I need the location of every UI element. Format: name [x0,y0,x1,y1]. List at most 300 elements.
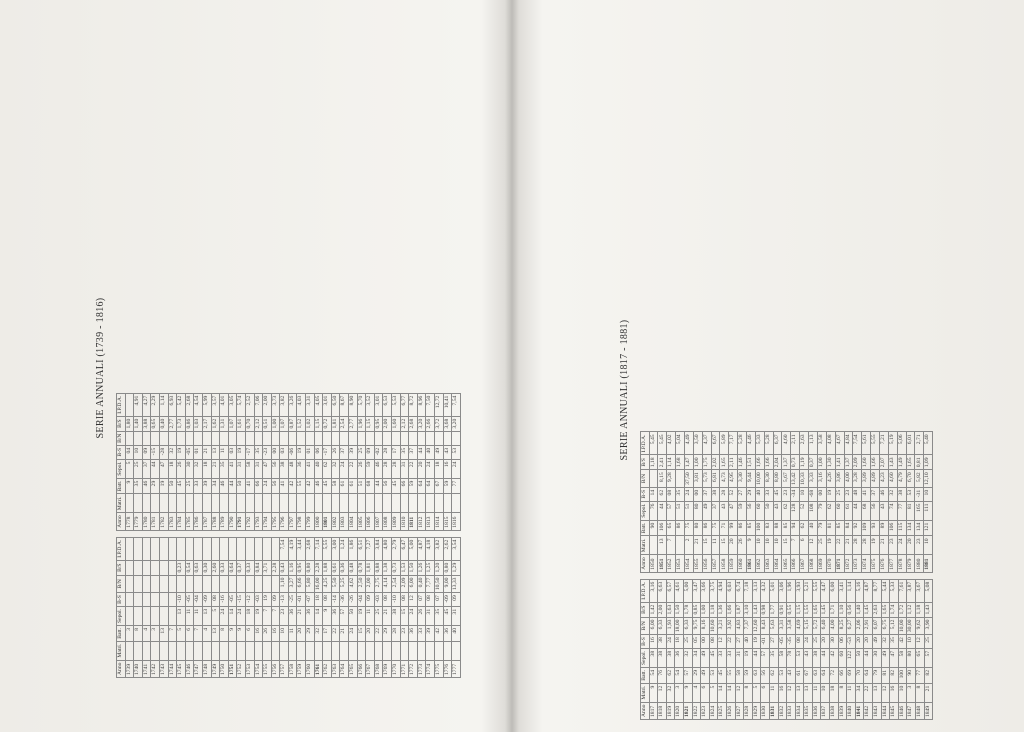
table-cell: 1739 [125,660,134,677]
table-cell: 22 [726,635,735,649]
table-cell: 32 [314,626,323,642]
table-cell: 15 [782,536,791,555]
table-cell: 33 [726,648,735,667]
table-cell: 1,45 [864,602,873,617]
table-cell: 1880 [915,555,924,572]
table-cell: 0,56 [847,602,856,617]
table-cell: 22 [835,536,844,555]
table-row [844,432,853,572]
table-cell: 4,67 [835,432,844,455]
table-row [271,537,280,677]
table-cell: 1,68 [676,455,685,470]
table-cell: 35 [676,487,685,501]
table-cell: 1744 [168,660,177,677]
table-cell [340,494,349,513]
table-cell [649,470,658,488]
column-header: Matri. [641,683,650,702]
table-cell: 79 [873,668,882,684]
table-cell: 8,30 [764,470,773,488]
table-cell: 08 [211,593,220,607]
table-cell: 23 [400,626,409,642]
table-row [853,432,862,572]
table-cell: 61 [340,478,349,494]
table-cell [134,641,143,660]
table-cell: 15 [357,626,366,642]
table-cell: -15 [151,445,160,459]
table-cell: 49 [873,635,882,649]
table-cell: 40 [452,626,461,642]
table-cell [374,641,383,660]
table-cell: 3,27 [288,575,297,593]
table-cell: 4,91 [134,393,143,416]
table-row [838,579,847,719]
table-cell: 2,62 [443,537,452,560]
table-cell: 4,02 [667,432,676,455]
left-tables [116,58,461,678]
table-cell [426,431,435,445]
table-cell: 36 [288,606,297,625]
table-row [323,537,332,677]
table-cell: 8,90 [349,393,358,416]
table-cell: 1844 [881,702,890,719]
table-cell: 21 [211,459,220,478]
table-cell [228,575,237,593]
table-cell: -04 [194,593,203,607]
table-cell: 09 [366,445,375,459]
table-cell: 4,79 [897,470,906,488]
table-cell: 1824 [709,702,718,719]
table-cell: 81 [881,668,890,684]
table-cell: 13,42 [791,470,800,488]
table-cell: 8,15 [658,470,667,488]
table-cell: 20 [297,626,306,642]
table-cell: 5,72 [812,617,821,635]
table-cell: 2,00 [383,416,392,431]
table-cell: 15 [400,606,409,625]
table-cell: 42 [434,626,443,642]
table-cell: 01 [306,445,315,459]
table-cell: 2,68 [185,393,194,416]
table-cell: 3,31 [306,393,315,416]
table-cell: 6,66 [297,575,306,593]
table-cell: 50 [349,606,358,625]
table-cell: 82 [924,668,933,684]
table-cell: 1760 [306,660,315,677]
table-cell: 1,96 [787,579,796,602]
table-row [400,393,409,530]
table-cell: 2,71 [915,432,924,455]
table-cell: 20 [729,536,738,555]
table-cell: 56 [761,668,770,684]
table-cell: 1,43 [752,602,761,617]
table-row [873,579,882,719]
table-cell: 1769 [383,660,392,677]
table-cell: 20 [906,536,915,555]
table-cell: -05 [778,635,787,649]
table-cell: 1,36 [718,602,727,617]
table-cell: 0,86 [185,416,194,431]
table-row [349,393,358,530]
table-cell: 1773 [417,660,426,677]
table-cell: 3,90 [924,617,933,635]
table-cell: 08 [323,593,332,607]
table-cell: 12,10 [924,470,933,488]
column-header: B/N [117,575,126,593]
column-header: B/S [641,455,650,470]
table-cell: 1757 [280,660,289,677]
table-cell: 32 [888,487,897,501]
table-cell: 1853 [676,555,685,572]
table-cell [194,537,203,560]
table-cell: 11 [288,626,297,642]
table-cell [357,641,366,660]
table-cell: 1874 [862,555,871,572]
table-row [821,579,830,719]
table-cell: -16 [220,593,229,607]
table-cell: 5,28 [764,432,773,455]
table-cell: 29 [306,626,315,642]
table-row [907,579,916,719]
column-header: Anno [641,702,650,719]
table-cell: 1823 [701,702,710,719]
table-cell: 40 [744,635,753,649]
table-cell: 1804 [349,513,358,530]
table-cell [392,431,401,445]
table-cell: -68 [809,487,818,501]
table-cell: 9,28 [667,470,676,488]
table-cell: 4,89 [871,470,880,488]
table-row [366,537,375,677]
table-row [667,432,676,572]
table-cell: 1,37 [844,455,853,470]
table-cell [271,431,280,445]
table-cell: 1,61 [237,416,246,431]
table-cell: 1862 [755,555,764,572]
data-table [116,537,461,678]
table-cell: 1,29 [452,560,461,575]
table-cell: 100 [898,668,907,684]
table-cell: 3,81 [693,470,702,488]
table-cell: 14 [726,683,735,702]
table-cell: 1814 [434,513,443,530]
table-cell: 1768 [374,660,383,677]
table-row [809,432,818,572]
table-row [220,393,229,530]
table-cell: 19 [826,536,835,555]
table-cell: 80 [907,648,916,667]
table-cell [151,575,160,593]
table-row [782,432,791,572]
table-cell: 00 [817,487,826,501]
table-cell: 1797 [288,513,297,530]
table-cell: 2,77 [349,416,358,431]
table-row [864,579,873,719]
table-cell: 1868 [809,555,818,572]
table-cell: 1,66 [764,455,773,470]
table-cell: 3,20 [417,416,426,431]
table-cell: 3,30 [738,470,747,488]
table-cell: 21 [844,536,853,555]
table-cell: 54 [675,668,684,684]
table-cell: 1,14 [847,579,856,602]
table-cell: 57 [761,648,770,667]
table-cell [168,431,177,445]
table-cell: 1,00 [693,455,702,470]
table-cell: 94 [791,520,800,536]
table-row [220,537,229,677]
table-cell [142,641,151,660]
table-cell: 4,83 [735,617,744,635]
table-row [676,432,685,572]
table-cell [220,641,229,660]
table-cell: 10 [898,683,907,702]
table-cell: 1861 [747,555,756,572]
table-cell: 8,77 [873,579,882,602]
table-cell: 1858 [720,555,729,572]
table-cell: 100 [755,520,764,536]
table-cell: 4,49 [685,432,694,455]
table-cell: 7,77 [426,575,435,593]
table-cell [134,560,143,575]
table-cell: 59 [744,668,753,684]
table-cell: 29 [692,668,701,684]
table-cell: 3,50 [693,432,702,455]
table-cell: 12 [916,635,925,649]
table-cell: 37 [702,487,711,501]
right-page-content [616,60,933,720]
column-header: Batt. [117,478,126,494]
table-row [812,579,821,719]
table-cell [237,537,246,560]
table-cell: 2,68 [306,537,315,560]
table-cell: 66 [254,478,263,494]
table-cell: 45 [443,606,452,625]
table-cell: 7,54 [853,432,862,455]
table-cell: 1796 [280,513,289,530]
table-cell: 3,82 [434,537,443,560]
table-cell: 4,27 [142,393,151,416]
table-cell [220,431,229,445]
table-cell: 13,33 [452,575,461,593]
table-cell: 13 [795,683,804,702]
table-row [288,393,297,530]
table-cell: 1,86 [349,537,358,560]
table-cell: 6,63 [658,579,667,602]
table-cell: 1,18 [916,602,925,617]
table-cell: 0,73 [392,560,401,575]
column-header: I.P.D.A. [641,432,650,455]
table-cell: 5,08 [924,579,933,602]
table-cell: 3,01 [374,393,383,416]
table-cell [177,575,186,593]
table-row [125,537,134,677]
table-row [915,432,924,572]
table-cell [426,494,435,513]
table-cell: 85 [782,520,791,536]
table-cell: 9,75 [692,617,701,635]
table-cell: 4,00 [830,617,839,635]
table-cell: 21 [924,683,933,702]
table-cell [228,431,237,445]
table-cell: 08 [426,593,435,607]
table-row [331,537,340,677]
table-cell: 35 [400,445,409,459]
table-cell [676,470,685,488]
table-cell: 10,33 [800,470,809,488]
table-cell: 7 [667,536,676,555]
table-cell [649,536,658,555]
table-cell: 1822 [692,702,701,719]
table-cell: 1837 [821,702,830,719]
table-cell: 3,57 [211,393,220,416]
table-cell: 29 [151,478,160,494]
table-cell: 11 [366,606,375,625]
table-cell: 2,63 [800,432,809,455]
table-cell: 5 [125,459,134,478]
table-row [826,432,835,572]
table-cell: 8,67 [340,393,349,416]
table-row [331,393,340,530]
table-cell [288,494,297,513]
table-cell: 35 [434,606,443,625]
table-cell: 57 [683,668,692,684]
table-row [306,537,315,677]
table-row [280,537,289,677]
table-cell: 1,71 [830,602,839,617]
table-cell: 1784 [177,513,186,530]
table-cell: 59 [409,478,418,494]
table-cell: 1870 [826,555,835,572]
table-cell: 5,55 [323,537,332,560]
table-cell: 41 [228,459,237,478]
table-cell: 50 [237,478,246,494]
table-cell: 66 [838,668,847,684]
table-cell: 43 [879,501,888,520]
column-header: Sepol. [641,648,650,667]
table-cell: 81 [826,520,835,536]
table-cell: 93 [871,520,880,536]
table-cell: 8 [916,683,925,702]
table-cell [202,537,211,560]
table-cell: 18 [830,683,839,702]
table-cell: 2,02 [711,455,720,470]
table-cell: 4,08 [826,432,835,455]
table-cell [159,494,168,513]
table-cell [168,560,177,575]
table-cell: 1,53 [400,560,409,575]
table-cell: 24 [237,606,246,625]
table-cell: 38 [280,459,289,478]
table-cell: 81 [906,501,915,520]
table-cell: 10 [755,536,764,555]
table-cell: -02 [374,445,383,459]
table-cell: 2,60 [211,560,220,575]
table-cell: 62 [782,501,791,520]
table-cell: 3,67 [916,579,925,602]
table-row [177,393,186,530]
table-cell: 40 [314,459,323,478]
table-cell: 5,61 [862,432,871,455]
table-cell: 3,66 [701,579,710,602]
table-cell: 3,92 [726,617,735,635]
column-header: B/S [641,602,650,617]
table-cell: 1821 [683,702,692,719]
table-cell: 50 [855,648,864,667]
table-cell: 0,85 [692,602,701,617]
table-cell: 31 [735,648,744,667]
table-cell: 2,29 [151,393,160,416]
table-cell: 85 [747,520,756,536]
table-cell: 59 [738,501,747,520]
table-cell: -34 [791,487,800,501]
table-cell: 9 [125,478,134,494]
column-header: Anno [117,513,126,530]
table-cell: 4,54 [194,393,203,416]
table-cell: 44 [864,648,873,667]
table-cell: 10 [907,635,916,649]
table-cell: 08 [795,635,804,649]
table-row [134,393,143,530]
table-cell: 1,65 [720,455,729,470]
table-cell: 10 [280,626,289,642]
table-cell [271,641,280,660]
table-row [755,432,764,572]
table-cell: 74 [888,501,897,520]
table-cell: 80 [693,520,702,536]
table-cell: 75 [711,520,720,536]
table-cell: 58 [778,648,787,667]
table-cell: 46 [879,487,888,501]
table-cell: 8 [220,626,229,642]
table-cell: 5,04 [676,432,685,455]
table-cell: 24 [685,487,694,501]
table-cell: 53 [906,487,915,501]
table-cell [314,494,323,513]
table-cell: 6 [701,683,710,702]
table-cell: -36 [340,593,349,607]
table-cell: 1813 [426,513,435,530]
table-cell: 42 [306,478,315,494]
table-cell: 85 [835,520,844,536]
table-row [443,393,452,530]
table-cell: 1879 [906,555,915,572]
table-cell [202,575,211,593]
table-cell: 1,10 [838,602,847,617]
table-cell: 3,05 [228,393,237,416]
table-cell: 115 [897,520,906,536]
table-cell: 28 [853,536,862,555]
table-cell: 90 [907,668,916,684]
table-cell: 19 [254,606,263,625]
table-cell: 35 [769,648,778,667]
table-cell: 3,68 [443,416,452,431]
table-cell: 25 [924,635,933,649]
table-cell: 11 [711,536,720,555]
table-cell: 0,70 [245,416,254,431]
table-cell: 1827 [735,702,744,719]
table-cell [194,431,203,445]
table-cell: 6,03 [726,579,735,602]
table-cell: 0,48 [349,560,358,575]
table-cell: 1775 [434,660,443,677]
table-cell: 6,33 [683,617,692,635]
table-cell: 1794 [263,513,272,530]
column-header: B-S [117,593,126,607]
table-cell: 8 [838,683,847,702]
table-cell [443,431,452,445]
table-cell [228,641,237,660]
table-cell [134,575,143,593]
